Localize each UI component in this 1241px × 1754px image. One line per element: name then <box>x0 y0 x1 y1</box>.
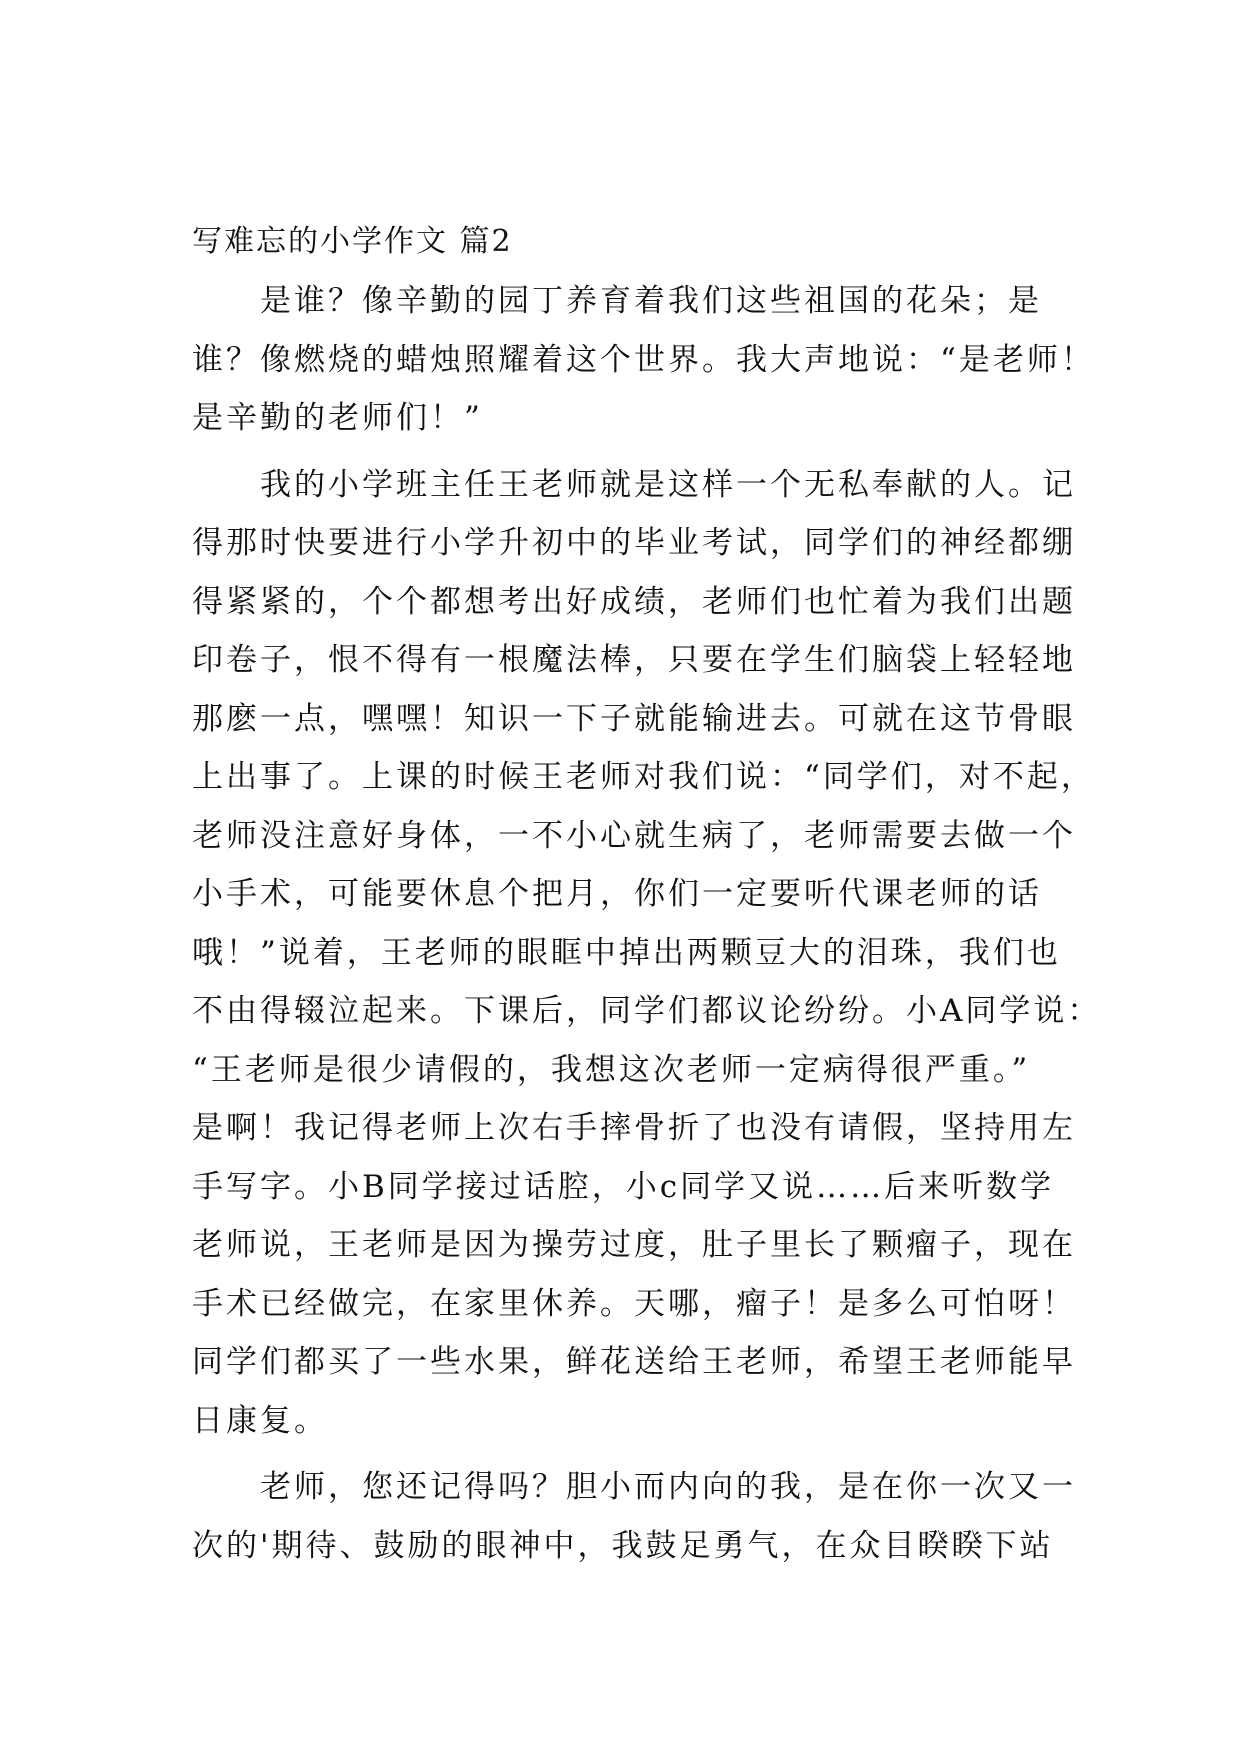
paragraph-line: 我的小学班主任王老师就是这样一个无私奉献的人。记 <box>260 466 1076 503</box>
paragraph-line: 手术已经做完，在家里休养。天哪，瘤子！是多么可怕呀！ <box>192 1285 1076 1322</box>
paragraph-line: 哦！”说着，王老师的眼眶中掉出两颗豆大的泪珠，我们也 <box>192 934 1061 971</box>
paragraph-line: 老师，您还记得吗？胆小而内向的我，是在你一次又一 <box>260 1469 1076 1505</box>
paragraph-line: 谁？像燃烧的蜡烛照耀着这个世界。我大声地说：“是老师！ <box>192 341 1095 378</box>
paragraph-line: 得那时快要进行小学升初中的毕业考试，同学们的神经都绷 <box>192 525 1076 561</box>
document-body <box>192 222 1102 1583</box>
paragraph-line: 是啊！我记得老师上次右手摔骨折了也没有请假，坚持用左 <box>192 1110 1076 1146</box>
paragraph-line: 是辛勤的老师们！” <box>192 400 483 436</box>
paragraph-line: 那麽一点，嘿嘿！知识一下子就能输进去。可就在这节骨眼 <box>192 700 1076 737</box>
paragraph-line: 上出事了。上课的时候王老师对我们说：“同学们，对不起， <box>192 759 1095 795</box>
paragraph-line: 老师说，王老师是因为操劳过度，肚子里长了颗瘤子，现在 <box>192 1227 1076 1263</box>
paragraph-line: 是谁？像辛勤的园丁养育着我们这些祖国的花朵；是 <box>260 283 1042 319</box>
paragraph-line: 得紧紧的，个个都想考出好成绩，老师们也忙着为我们出题 <box>192 583 1076 620</box>
paragraph-line: 日康复。 <box>192 1402 328 1439</box>
paragraph-line: 老师没注意好身体，一不小心就生病了，老师需要去做一个 <box>192 817 1076 854</box>
paragraph-line: “王老师是很少请假的，我想这次老师一定病得很严重。” <box>192 1051 1031 1088</box>
document-heading: 写难忘的小学作文 篇2 <box>192 224 513 259</box>
paragraph-line: 手写字。小B同学接过话腔，小c同学又说……后来听数学 <box>192 1168 1055 1205</box>
paragraph-2 <box>192 456 1102 1451</box>
paragraph-3 <box>192 1458 1076 1575</box>
paragraph-line: 次的'期待、鼓励的眼神中，我鼓足勇气，在众目睽睽下站 <box>192 1527 1054 1564</box>
paragraph-1 <box>192 272 1095 448</box>
paragraph-line: 同学们都买了一些水果，鲜花送给王老师，希望王老师能早 <box>192 1344 1076 1380</box>
paragraph-line: 不由得辍泣起来。下课后，同学们都议论纷纷。小A同学说： <box>192 993 1102 1029</box>
paragraph-line: 印卷子，恨不得有一根魔法棒，只要在学生们脑袋上轻轻地 <box>192 642 1076 678</box>
paragraph-line: 小手术，可能要休息个把月，你们一定要听代课老师的话 <box>192 876 1042 912</box>
